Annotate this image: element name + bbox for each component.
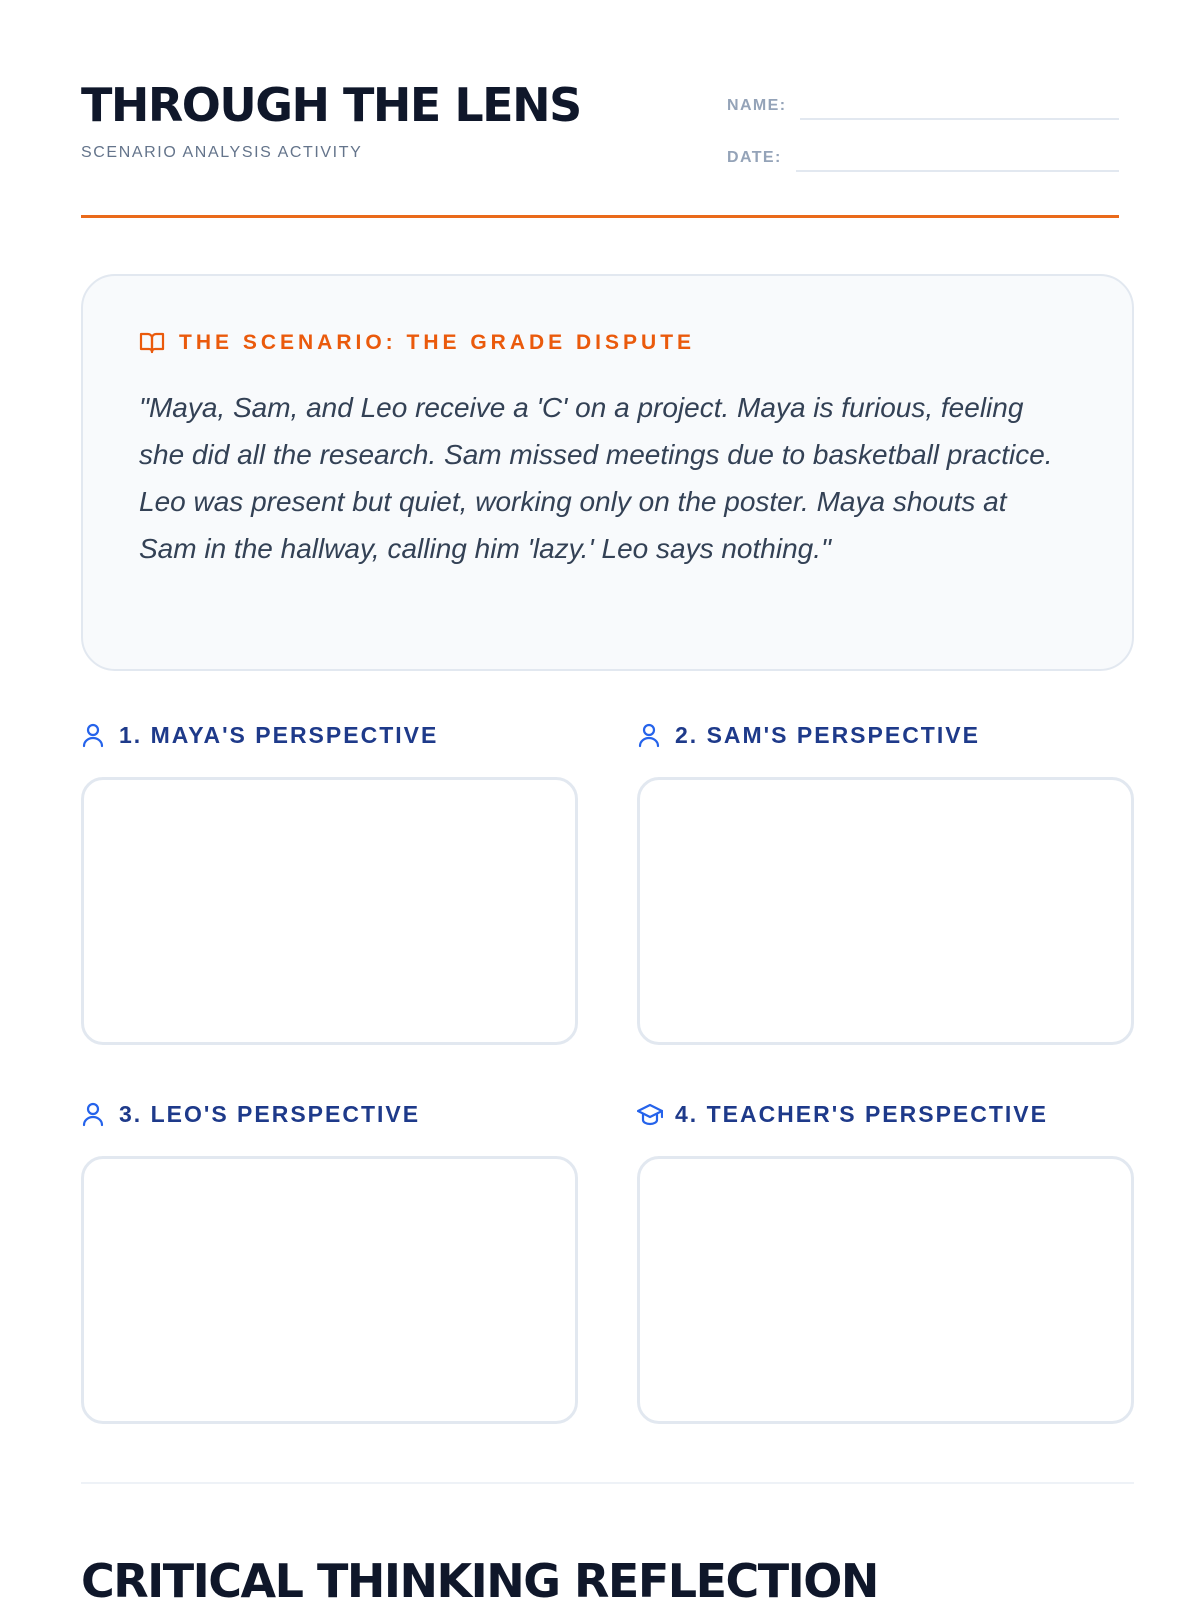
- section-divider: [81, 1482, 1134, 1484]
- student-info: [727, 92, 1119, 196]
- perspective-label: 4. TEACHER'S PERSPECTIVE: [675, 1100, 1048, 1127]
- perspective-leo: [81, 1099, 578, 1424]
- page-subtitle: SCENARIO ANALYSIS ACTIVITY: [81, 144, 363, 161]
- leo-answer-box[interactable]: [81, 1156, 578, 1424]
- sam-answer-box[interactable]: [637, 777, 1134, 1045]
- teacher-answer-box[interactable]: [637, 1156, 1134, 1424]
- perspective-heading: [81, 1099, 578, 1129]
- name-label: NAME:: [727, 97, 787, 114]
- date-label: DATE:: [727, 149, 782, 166]
- page-title: THROUGH THE LENS: [81, 78, 581, 132]
- perspective-heading: [637, 1099, 1134, 1129]
- scenario-text: "Maya, Sam, and Leo receive a 'C' on a project. Maya is furious, feeling she did all the research. Sam missed meetings due to basketball practice. Leo was present but quiet, working only on the poster. Maya shouts at Sam in the hallway, calling him 'lazy.' Leo says nothing.": [139, 392, 1053, 564]
- user-icon: [81, 722, 105, 748]
- name-field[interactable]: [800, 92, 1119, 120]
- date-row: [727, 144, 1119, 172]
- maya-answer-box[interactable]: [81, 777, 578, 1045]
- name-row: [727, 92, 1119, 120]
- reflection-title: CRITICAL THINKING REFLECTION: [81, 1554, 878, 1608]
- date-field[interactable]: [796, 144, 1119, 172]
- perspective-label: 2. SAM'S PERSPECTIVE: [675, 721, 980, 748]
- worksheet-header: [81, 0, 1119, 218]
- book-open-icon: [139, 331, 165, 355]
- graduation-cap-icon: [637, 1101, 661, 1127]
- scenario-title: THE SCENARIO: THE GRADE DISPUTE: [179, 331, 696, 354]
- perspective-heading: [637, 720, 1134, 750]
- perspective-label: 3. LEO'S PERSPECTIVE: [119, 1100, 421, 1127]
- perspective-maya: [81, 720, 578, 1045]
- perspective-sam: [637, 720, 1134, 1045]
- user-icon: [637, 722, 661, 748]
- perspective-teacher: [637, 1099, 1134, 1424]
- scenario-card: [81, 274, 1134, 671]
- user-icon: [81, 1101, 105, 1127]
- perspective-label: 1. MAYA'S PERSPECTIVE: [119, 721, 439, 748]
- perspective-heading: [81, 720, 578, 750]
- header-divider: [81, 215, 1119, 218]
- scenario-heading: [139, 328, 1076, 358]
